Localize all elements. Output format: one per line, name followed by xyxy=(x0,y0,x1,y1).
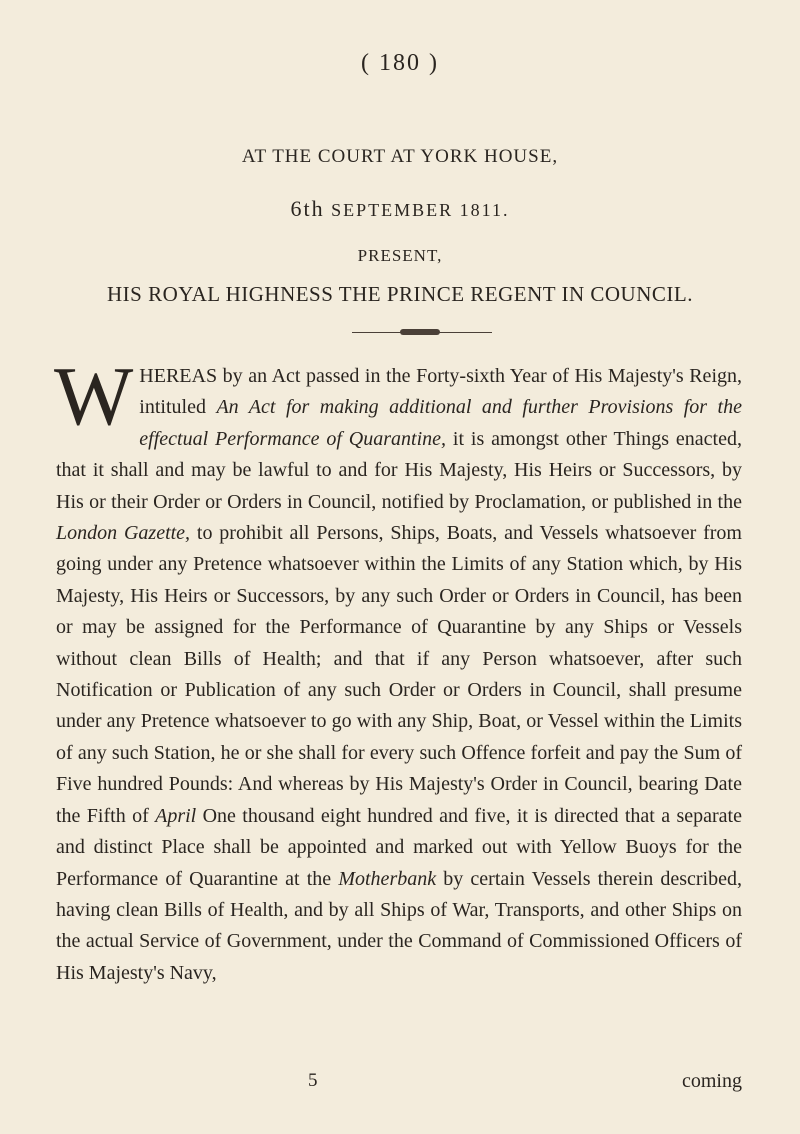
body-paragraph xyxy=(54,350,742,989)
act-title: An Act for making additional and further Provisions for the effectual Performance of Quarantine, xyxy=(139,396,742,450)
place-motherbank: Motherbank xyxy=(338,867,437,890)
body-text-e: by certain Vessels therein described, having clean Bills of Health, and by all Ships of War, Transports, and other Ships on the actual Service of Government, under the Command of Commissioned Officers of His Majesty's Navy, xyxy=(56,867,742,984)
page-number: ( 180 ) xyxy=(361,50,439,76)
body-text-c: to prohibit all Persons, Ships, Boats, and Vessels whatsoever from going under any Pretence whatsoever within the Limits of any Station which, by His Majesty, His Heirs or Successors, by any such Order or Orders in Council, has been or may be assigned for the Performance of Quarantine by any Ships or Vessels without clean Bills of Health; and that if any Person whatsoever, after such Notification or Publication of any such Order or Orders in Council, shall presume under any Pretence whatsoever to go with any Ship, Boat, or Vessel within the Limits of any such Station, he or she shall for every such Offence forfeit and pay the Sum of Five hundred Pounds: And whereas by His Majesty's Order in Council, bearing Date the Fifth of xyxy=(56,522,742,827)
order-body xyxy=(54,350,742,989)
body-text-b: it is amongst other Things enacted, that it shall and may be lawful to and for His Majesty, His Heirs or Successors, by His or their Order or Orders in Council, notified by Proclamation, or published in the xyxy=(56,427,742,513)
body-text-a: HEREAS by an Act passed in the Forty-sixth Year of His Majesty's Reign, intituled xyxy=(139,365,742,419)
drop-cap: W xyxy=(54,350,134,443)
present-heading: PRESENT, xyxy=(357,246,443,265)
date-month-year: SEPTEMBER 1811. xyxy=(331,200,510,220)
attendees-heading: HIS ROYAL HIGHNESS THE PRINCE REGENT IN COUNCIL. xyxy=(107,282,693,306)
body-text-d: One thousand eight hundred and five, it is directed that a separate and distinct Place shall be appointed and marked out with Yellow Buoys for the Performance of Quarantine at the xyxy=(56,804,742,890)
court-heading: AT THE COURT AT YORK HOUSE, xyxy=(241,146,559,167)
catchword: coming xyxy=(682,1070,742,1092)
date-heading xyxy=(0,196,800,222)
month-april: April xyxy=(155,804,197,827)
divider-ornament xyxy=(400,329,440,335)
signature-mark: 5 xyxy=(308,1070,318,1091)
date-day: 6th xyxy=(290,196,325,221)
gazette-name: London Gazette, xyxy=(56,522,191,545)
